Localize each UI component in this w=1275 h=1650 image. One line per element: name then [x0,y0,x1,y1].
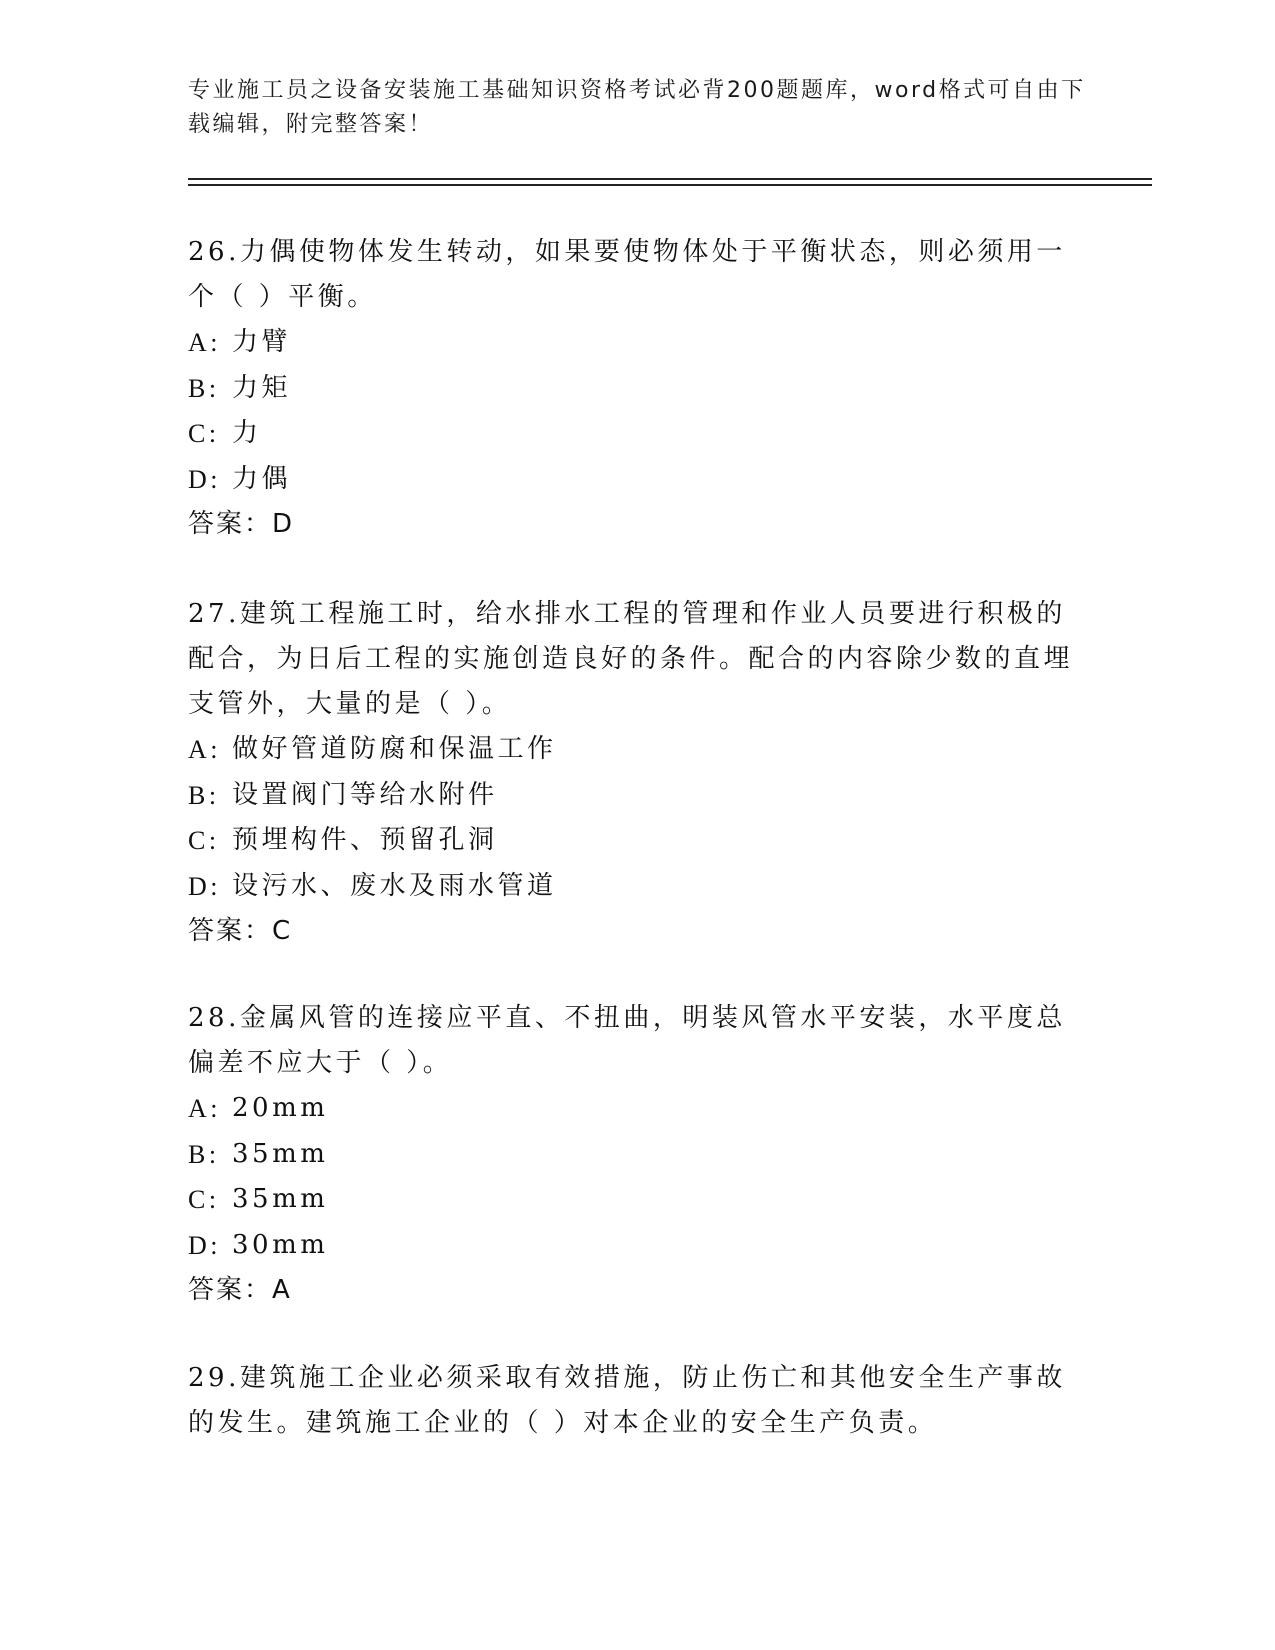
option-text: 设污水、废水及雨水管道 [232,870,557,901]
option-a [188,727,1088,773]
question-26 [188,230,1088,547]
option-text: 力矩 [232,372,292,403]
option-letter: C: [188,826,220,855]
option-letter: C: [188,1185,220,1214]
option-b [188,1132,1088,1178]
option-text: 预埋构件、预留孔洞 [232,825,498,855]
option-c [188,411,1088,457]
document-header-title: 专业施工员之设备安装施工基础知识资格考试必背200题题库，word格式可自由下载编辑，附完整答案！ [188,78,1086,137]
option-b [188,773,1088,819]
option-letter: A: [188,735,221,764]
option-letter: C: [188,419,220,448]
option-letter: B: [188,1139,220,1169]
header-divider-thin [188,184,1152,186]
option-c [188,818,1088,864]
option-text: 做好管道防腐和保温工作 [232,734,557,764]
option-letter: B: [188,373,220,403]
option-text: 力臂 [232,327,292,357]
question-stem: 26.力偶使物体发生转动，如果要使物体处于平衡状态，则必须用一个（ ）平衡。 [188,237,1066,312]
option-letter: A: [188,328,221,357]
option-letter: D: [188,871,221,901]
option-d [188,457,1088,503]
option-letter: D: [188,1230,221,1260]
option-letter: D: [188,464,221,494]
option-text: 设置阀门等给水附件 [232,779,498,810]
option-b [188,366,1088,412]
option-text: 35mm [232,1138,329,1169]
option-a [188,320,1088,366]
question-28 [188,996,1088,1313]
option-d [188,864,1088,910]
option-text: 力 [232,418,262,448]
answer-line: 答案：C [188,916,293,946]
question-stem: 28.金属风管的连接应平直、不扭曲，明装风管水平安装，水平度总偏差不应大于（ ）。 [188,1003,1066,1078]
option-letter: B: [188,780,220,810]
option-a [188,1086,1088,1132]
option-text: 力偶 [232,463,292,494]
question-stem: 27.建筑工程施工时，给水排水工程的管理和作业人员要进行积极的配合，为日后工程的实施创造良好的条件。配合的内容除少数的直埋支管外，大量的是（ ）。 [188,599,1074,719]
option-text: 20mm [232,1093,329,1123]
option-c [188,1177,1088,1223]
option-letter: A: [188,1094,221,1123]
answer-line: 答案：D [188,509,295,539]
question-27 [188,592,1088,954]
option-text: 35mm [232,1184,329,1214]
option-text: 30mm [232,1229,329,1260]
question-29 [188,1356,1088,1446]
question-stem: 29.建筑施工企业必须采取有效措施，防止伤亡和其他安全生产事故的发生。建筑施工企业的（ ）对本企业的安全生产负责。 [188,1363,1066,1438]
header-divider-thick [188,178,1152,180]
answer-line: 答案：A [188,1275,292,1305]
option-d [188,1223,1088,1269]
